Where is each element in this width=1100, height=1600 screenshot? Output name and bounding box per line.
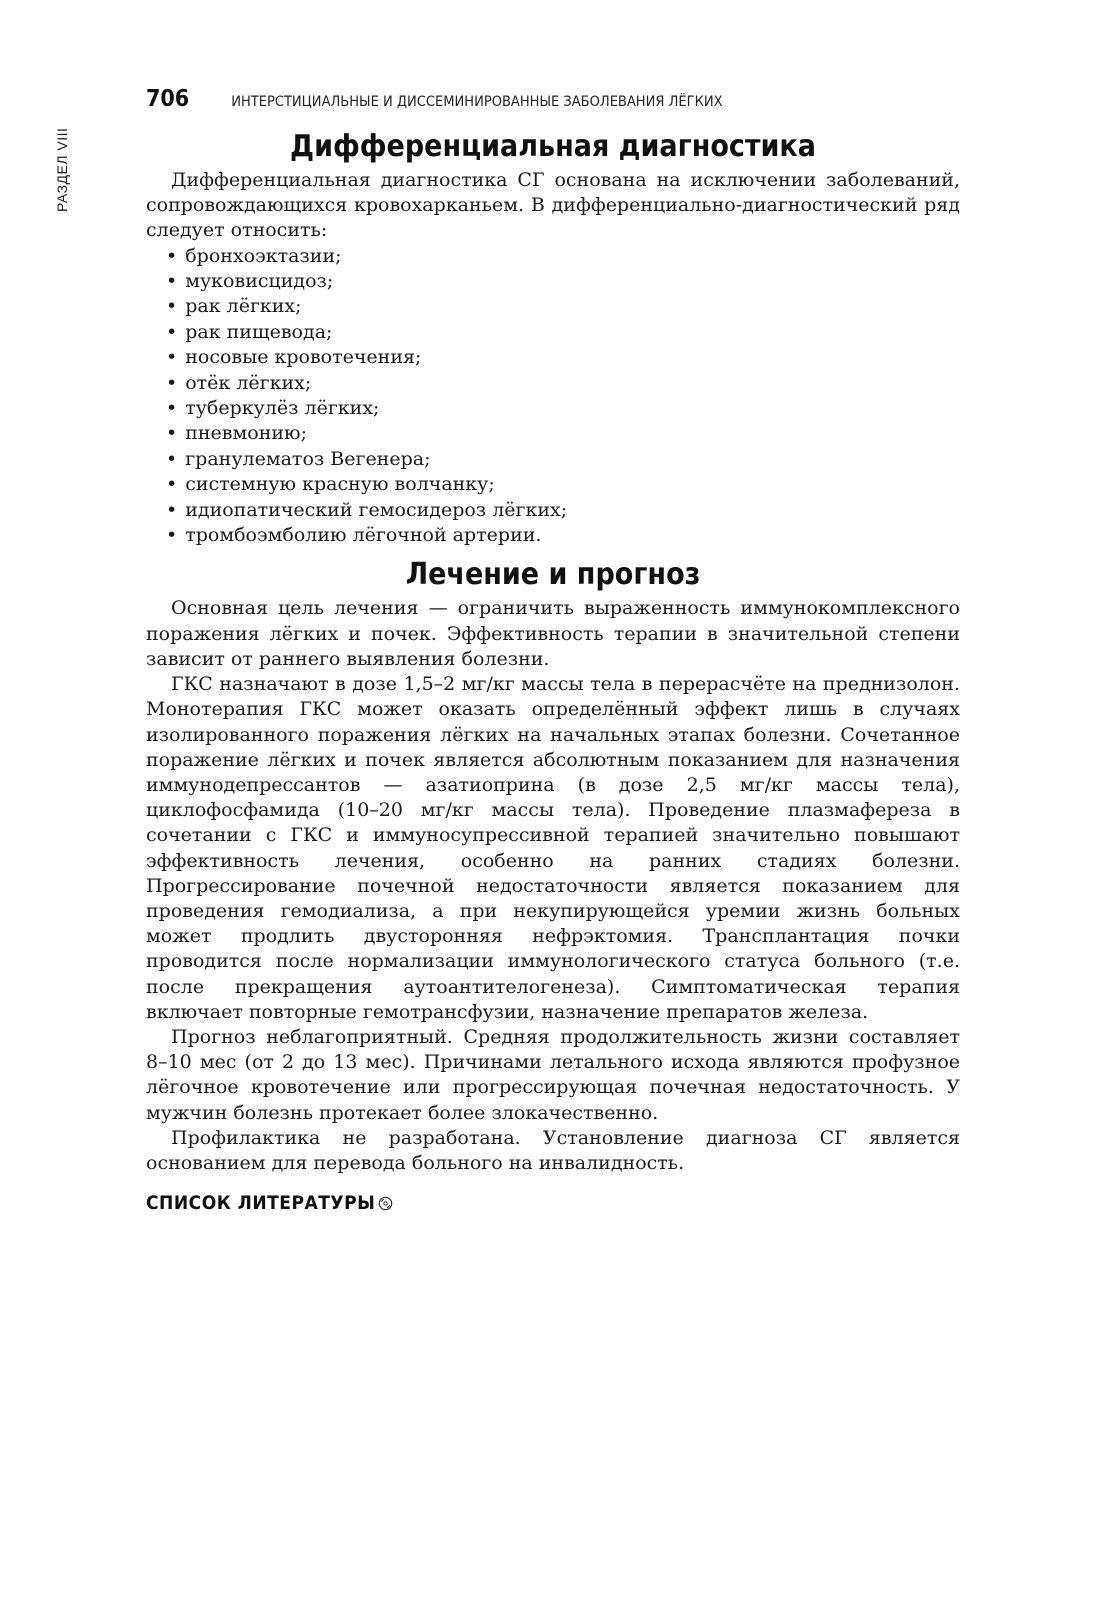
bullet-icon: • (166, 295, 178, 318)
page-content (146, 126, 960, 1214)
disc-icon (378, 1196, 393, 1211)
bullet-icon: • (166, 524, 178, 547)
list-item: • системную красную волчанку; (166, 473, 495, 496)
paragraph-prevention: Профилактика не разработана. Установление диагноза СГ является основанием для перевода больного на инвалидность. (146, 1126, 960, 1174)
bullet-icon: • (166, 270, 178, 293)
list-item: • туберкулёз лёгких; (166, 397, 380, 420)
list-item: • идиопатический гемосидероз лёгких; (166, 498, 568, 521)
bullet-icon: • (166, 498, 178, 521)
list-item: • муковисцидоз; (166, 270, 334, 293)
running-title: ИНТЕРСТИЦИАЛЬНЫЕ И ДИССЕМИНИРОВАННЫЕ ЗАБОЛЕВАНИЯ ЛЁГКИХ (231, 94, 723, 110)
paragraph-intro: Дифференциальная диагностика СГ основана на исключении заболеваний, сопровождающихся кровохарканьем. В дифференциально-диагностический ряд следует относить: (146, 169, 960, 242)
list-item: • пневмонию; (166, 422, 307, 445)
bullet-icon: • (166, 346, 178, 369)
list-item: • носовые кровотечения; (166, 346, 422, 369)
bullet-list (146, 244, 960, 549)
section-side-label: РАЗДЕЛ VIII (54, 127, 70, 212)
list-item: • рак пищевода; (166, 320, 333, 343)
running-header (146, 86, 966, 112)
paragraph-prognosis: Прогноз неблагоприятный. Средняя продолжительность жизни составляет 8–10 мес (от 2 до 13 мес). Причинами летального исхода являются профузное лёгочное кровотечение или прогрессирующая почечная недостаточность. У мужчин болезнь протекает более злокачественно. (146, 1025, 960, 1124)
bullet-icon: • (166, 422, 178, 445)
list-item: • отёк лёгких; (166, 371, 312, 394)
bullet-icon: • (166, 397, 178, 420)
bullet-icon: • (166, 473, 178, 496)
page-number: 706 (146, 86, 190, 112)
paragraph-therapy: ГКС назначают в дозе 1,5–2 мг/кг массы тела в перерасчёте на преднизолон. Монотерапия ГКС может оказать определённый эффект лишь в случаях изолированного поражения лёгких на начальных этапах болезни. Сочетанное поражение лёгких и почек является абсолютным показанием для назначения иммунодепрессантов — азатиоприна (в дозе 2,5 мг/кг массы тела), циклофосфамида (10–20 мг/кг массы тела). Проведение плазмафереза в сочетании с ГКС и иммуносупрессивной терапией значительно повышают эффективность лечения, особенно на ранних стадиях болезни. Прогрессирование почечной недостаточности является показанием для проведения гемодиализа, а при некупирующейся уремии жизнь больных может продлить двусторонняя нефрэктомия. Трансплантация почки проводится после нормализации иммунологического статуса больного (т.е. после прекращения аутоантителогенеза). Симптоматическая терапия включает повторные гемотрансфузии, назначение препаратов железа. (146, 673, 960, 1023)
paragraph-goal: Основная цель лечения — ограничить выраженность иммунокомплексного поражения лёгких и почек. Эффективность терапии в значительной степени зависит от раннего выявления болезни. (146, 597, 960, 670)
list-item: • рак лёгких; (166, 295, 302, 318)
section-heading-treatment: Лечение и прогноз (405, 557, 701, 593)
bullet-icon: • (166, 371, 178, 394)
references-label: СПИСОК ЛИТЕРАТУРЫ (146, 1192, 376, 1215)
bullet-icon: • (166, 320, 178, 343)
bullet-icon: • (166, 244, 178, 267)
list-item: • бронхоэктазии; (166, 244, 342, 267)
references-heading[interactable] (146, 1192, 960, 1214)
list-item: • тромбоэмболию лёгочной артерии. (166, 524, 542, 547)
section-heading-differential: Дифференциальная диагностика (290, 129, 816, 164)
list-item: • гранулематоз Вегенера; (166, 447, 431, 470)
bullet-icon: • (166, 447, 178, 470)
